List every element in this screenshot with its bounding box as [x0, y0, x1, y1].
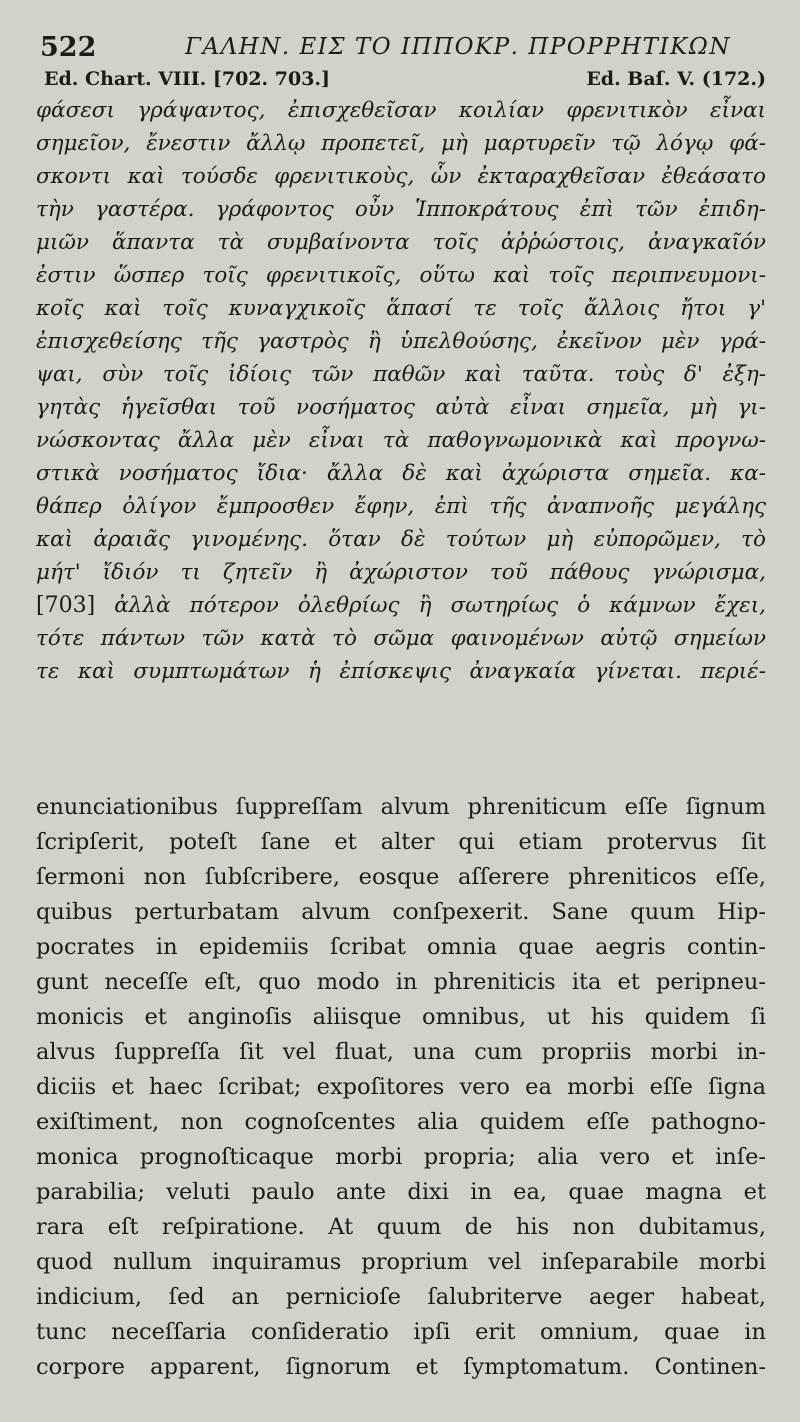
greek-line: κοῖς καὶ τοῖς κυναγχικοῖς ἅπασί τε τοῖς ἄλλοις ἤτοι γ' — [36, 296, 766, 321]
latin-line: tunc neceſſaria conſideratio ipſi erit omnium, quae in — [36, 1319, 766, 1345]
greek-line-with-marker — [36, 589, 766, 622]
latin-line: alvus ſuppreſſa ſit vel fluat, una cum propriis morbi in- — [36, 1039, 766, 1065]
edition-basel: Ed. Baſ. V. (172.) — [586, 68, 766, 90]
greek-line: σημεῖον, ἔνεστιν ἄλλῳ προπετεῖ, μὴ μαρτυρεῖν τῷ λόγῳ φά- — [36, 131, 766, 156]
latin-line: quod nullum inquiramus proprium vel inſeparabile morbi — [36, 1249, 766, 1275]
latin-line: diciis et haec ſcribat; expoſitores vero ea morbi eſſe ſigna — [36, 1074, 766, 1100]
edition-chartier: Ed. Chart. VIII. [702. 703.] — [44, 68, 331, 90]
latin-line: parabilia; veluti paulo ante dixi in ea, quae magna et — [36, 1179, 766, 1205]
latin-line: gunt neceſſe eſt, quo modo in phreniticis ita et peripneu- — [36, 969, 766, 995]
latin-line: ſcripſerit, poteſt ſane et alter qui etiam protervus ſit — [36, 829, 766, 855]
greek-line: μιῶν ἅπαντα τὰ συμβαίνοντα τοῖς ἀῤῥώστοις, ἀναγκαῖόν — [36, 230, 766, 255]
latin-line: quibus perturbatam alvum conſpexerit. Sane quum Hip- — [36, 899, 766, 925]
greek-line: στικὰ νοσήματος ἴδια· ἄλλα δὲ καὶ ἀχώριστα σημεῖα. κα- — [36, 461, 766, 486]
greek-line: μήτ' ἴδιόν τι ζητεῖν ἢ ἀχώριστον τοῦ πάθους γνώρισμα, — [36, 560, 766, 585]
page-header — [36, 30, 766, 64]
greek-line: τότε πάντων τῶν κατὰ τὸ σῶμα φαινομένων αὐτῷ σημείων — [36, 626, 766, 651]
greek-line: ἐστιν ὥσπερ τοῖς φρενιτικοῖς, οὕτω καὶ τοῖς περιπνευμονι- — [36, 263, 766, 288]
greek-line: φάσεσι γράψαντος, ἐπισχεθεῖσαν κοιλίαν φρενιτικὸν εἶναι — [36, 98, 766, 123]
latin-line: monicis et anginoſis aliisque omnibus, ut his quidem ſi — [36, 1004, 766, 1030]
greek-line: καὶ ἀραιᾶς γινομένης. ὅταν δὲ τούτων μὴ εὐπορῶμεν, τὸ — [36, 527, 766, 552]
greek-line: ψαι, σὺν τοῖς ἰδίοις τῶν παθῶν καὶ ταῦτα. τοὺς δ' ἐξη- — [36, 362, 766, 387]
page-number: 522 — [40, 32, 97, 63]
latin-line: indicium, ſed an pernicioſe ſalubriterve aeger habeat, — [36, 1284, 766, 1310]
greek-line: τὴν γαστέρα. γράφοντος οὖν Ἱπποκράτους ἐπὶ τῶν ἐπιδη- — [36, 197, 766, 222]
latin-line: enunciationibus ſuppreſſam alvum phreniticum eſſe ſignum — [36, 794, 766, 820]
greek-line: ἐπισχεθείσης τῆς γαστρὸς ἢ ὑπελθούσης, ἐκεῖνον μὲν γρά- — [36, 329, 766, 354]
latin-text-block — [36, 790, 766, 1385]
latin-line: exiſtiment, non cognoſcentes alia quidem eſſe pathogno- — [36, 1109, 766, 1135]
latin-line: corpore apparent, ſignorum et ſymptomatum. Continen- — [36, 1354, 766, 1380]
latin-line: monica prognoſticaque morbi propria; alia vero et inſe- — [36, 1144, 766, 1170]
latin-line: ſermoni non ſubſcribere, eosque aſſerere phreniticos eſſe, — [36, 864, 766, 890]
edition-references — [44, 68, 766, 94]
running-title: ΓΑΛΗΝ. ΕΙΣ ΤΟ ΙΠΠΟΚΡ. ΠΡΟΡΡΗΤΙΚΩΝ — [185, 34, 731, 60]
page-marker: [703] — [36, 593, 96, 618]
latin-line: rara eſt reſpiratione. At quum de his non dubitamus, — [36, 1214, 766, 1240]
greek-line: σκοντι καὶ τούσδε φρενιτικοὺς, ὧν ἐκταραχθεῖσαν ἐθεάσατο — [36, 164, 766, 189]
latin-line: pocrates in epidemiis ſcribat omnia quae aegris contin- — [36, 934, 766, 960]
greek-text-block — [36, 94, 766, 688]
greek-line: θάπερ ὀλίγον ἔμπροσθεν ἔφην, ἐπὶ τῆς ἀναπνοῆς μεγάλης — [36, 494, 766, 519]
greek-line: τε καὶ συμπτωμάτων ἡ ἐπίσκεψις ἀναγκαία γίνεται. περιέ- — [36, 659, 766, 684]
greek-line: νώσκοντας ἄλλα μὲν εἶναι τὰ παθογνωμονικὰ καὶ προγνω- — [36, 428, 766, 453]
greek-line-text: ἀλλὰ πότερον ὀλεθρίως ἢ σωτηρίως ὁ κάμνων ἔχει, — [114, 593, 766, 618]
greek-line: γητὰς ἡγεῖσθαι τοῦ νοσήματος αὐτὰ εἶναι σημεῖα, μὴ γι- — [36, 395, 766, 420]
